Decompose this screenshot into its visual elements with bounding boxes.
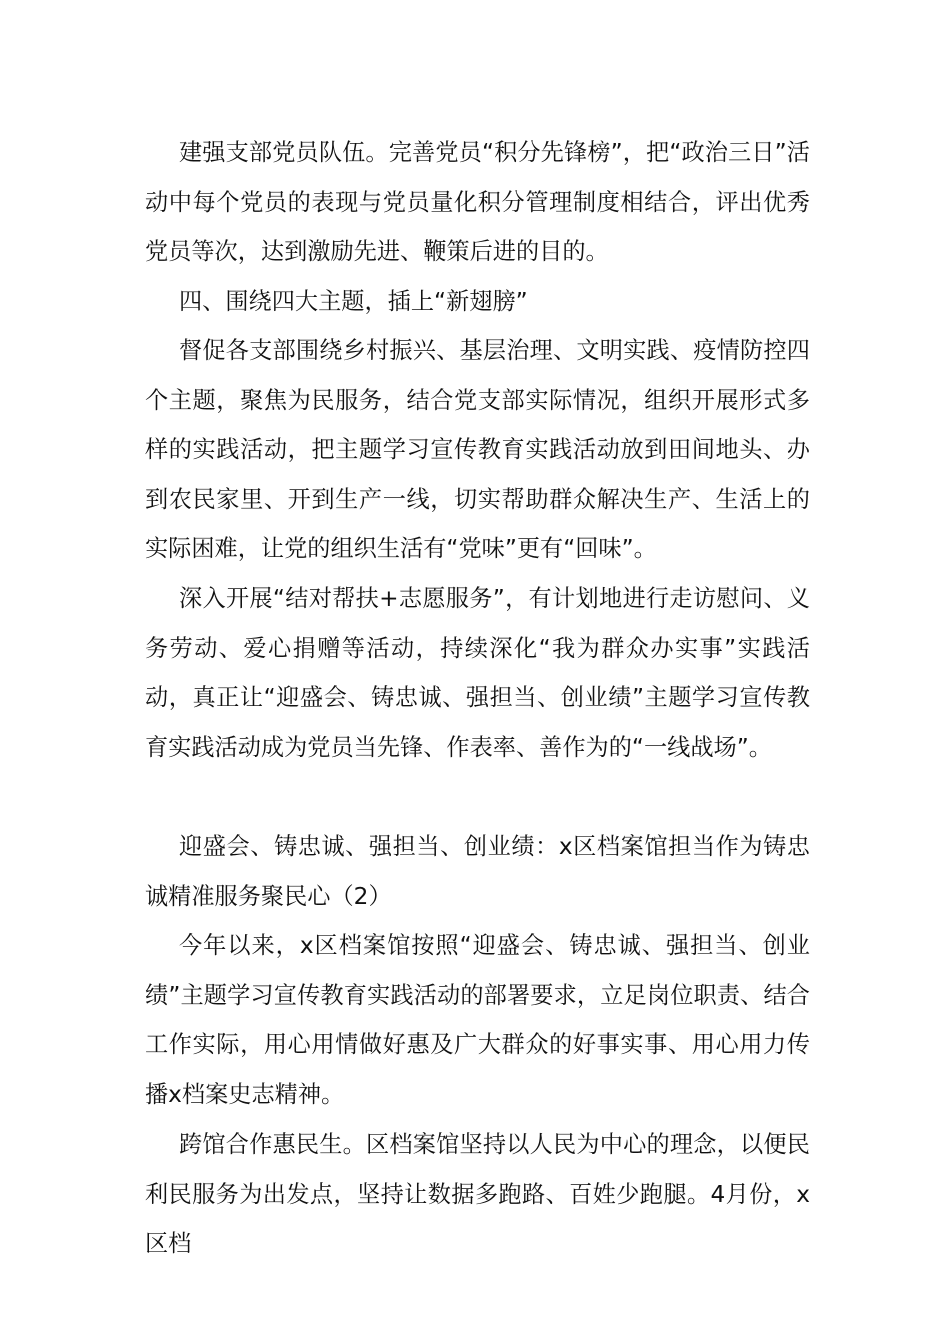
paragraph-cross-museum: 跨馆合作惠民生。区档案馆坚持以人民为中心的理念，以便民利民服务为出发点，坚持让数据多跑路、百姓少跑腿。4月份，x区档 bbox=[145, 1131, 810, 1257]
section-heading-four: 四、围绕四大主题，插上“新翅膀” bbox=[179, 288, 528, 315]
article-title: 迎盛会、铸忠诚、强担当、创业绩：x区档案馆担当作为铸忠诚精准服务聚民心（2） bbox=[145, 833, 810, 910]
paragraph-archive-intro: 今年以来，x区档案馆按照“迎盛会、铸忠诚、强担当、创业绩”主题学习宣传教育实践活动的部署要求，立足岗位职责、结合工作实际，用心用情做好惠及广大群众的好事实事、用心用力传播x档案史志精神。 bbox=[145, 932, 810, 1108]
paragraph-volunteer-service: 深入开展“结对帮扶+志愿服务”，有计划地进行走访慰问、义务劳动、爱心捐赠等活动，持续深化“我为群众办实事”实践活动，真正让“迎盛会、铸忠诚、强担当、创业绩”主题学习宣传教育实践活动成为党员当先锋、作表率、善作为的“一线战场”。 bbox=[145, 585, 810, 761]
paragraph-four-themes: 督促各支部围绕乡村振兴、基层治理、文明实践、疫情防控四个主题，聚焦为民服务，结合党支部实际情况，组织开展形式多样的实践活动，把主题学习宣传教育实践活动放到田间地头、办到农民家里、开到生产一线，切实帮助群众解决生产、生活上的实际困难，让党的组织生活有“党味”更有“回味”。 bbox=[145, 337, 810, 562]
paragraph-party-team: 建强支部党员队伍。完善党员“积分先锋榜”，把“政治三日”活动中每个党员的表现与党员量化积分管理制度相结合，评出优秀党员等次，达到激励先进、鞭策后进的目的。 bbox=[145, 139, 810, 265]
